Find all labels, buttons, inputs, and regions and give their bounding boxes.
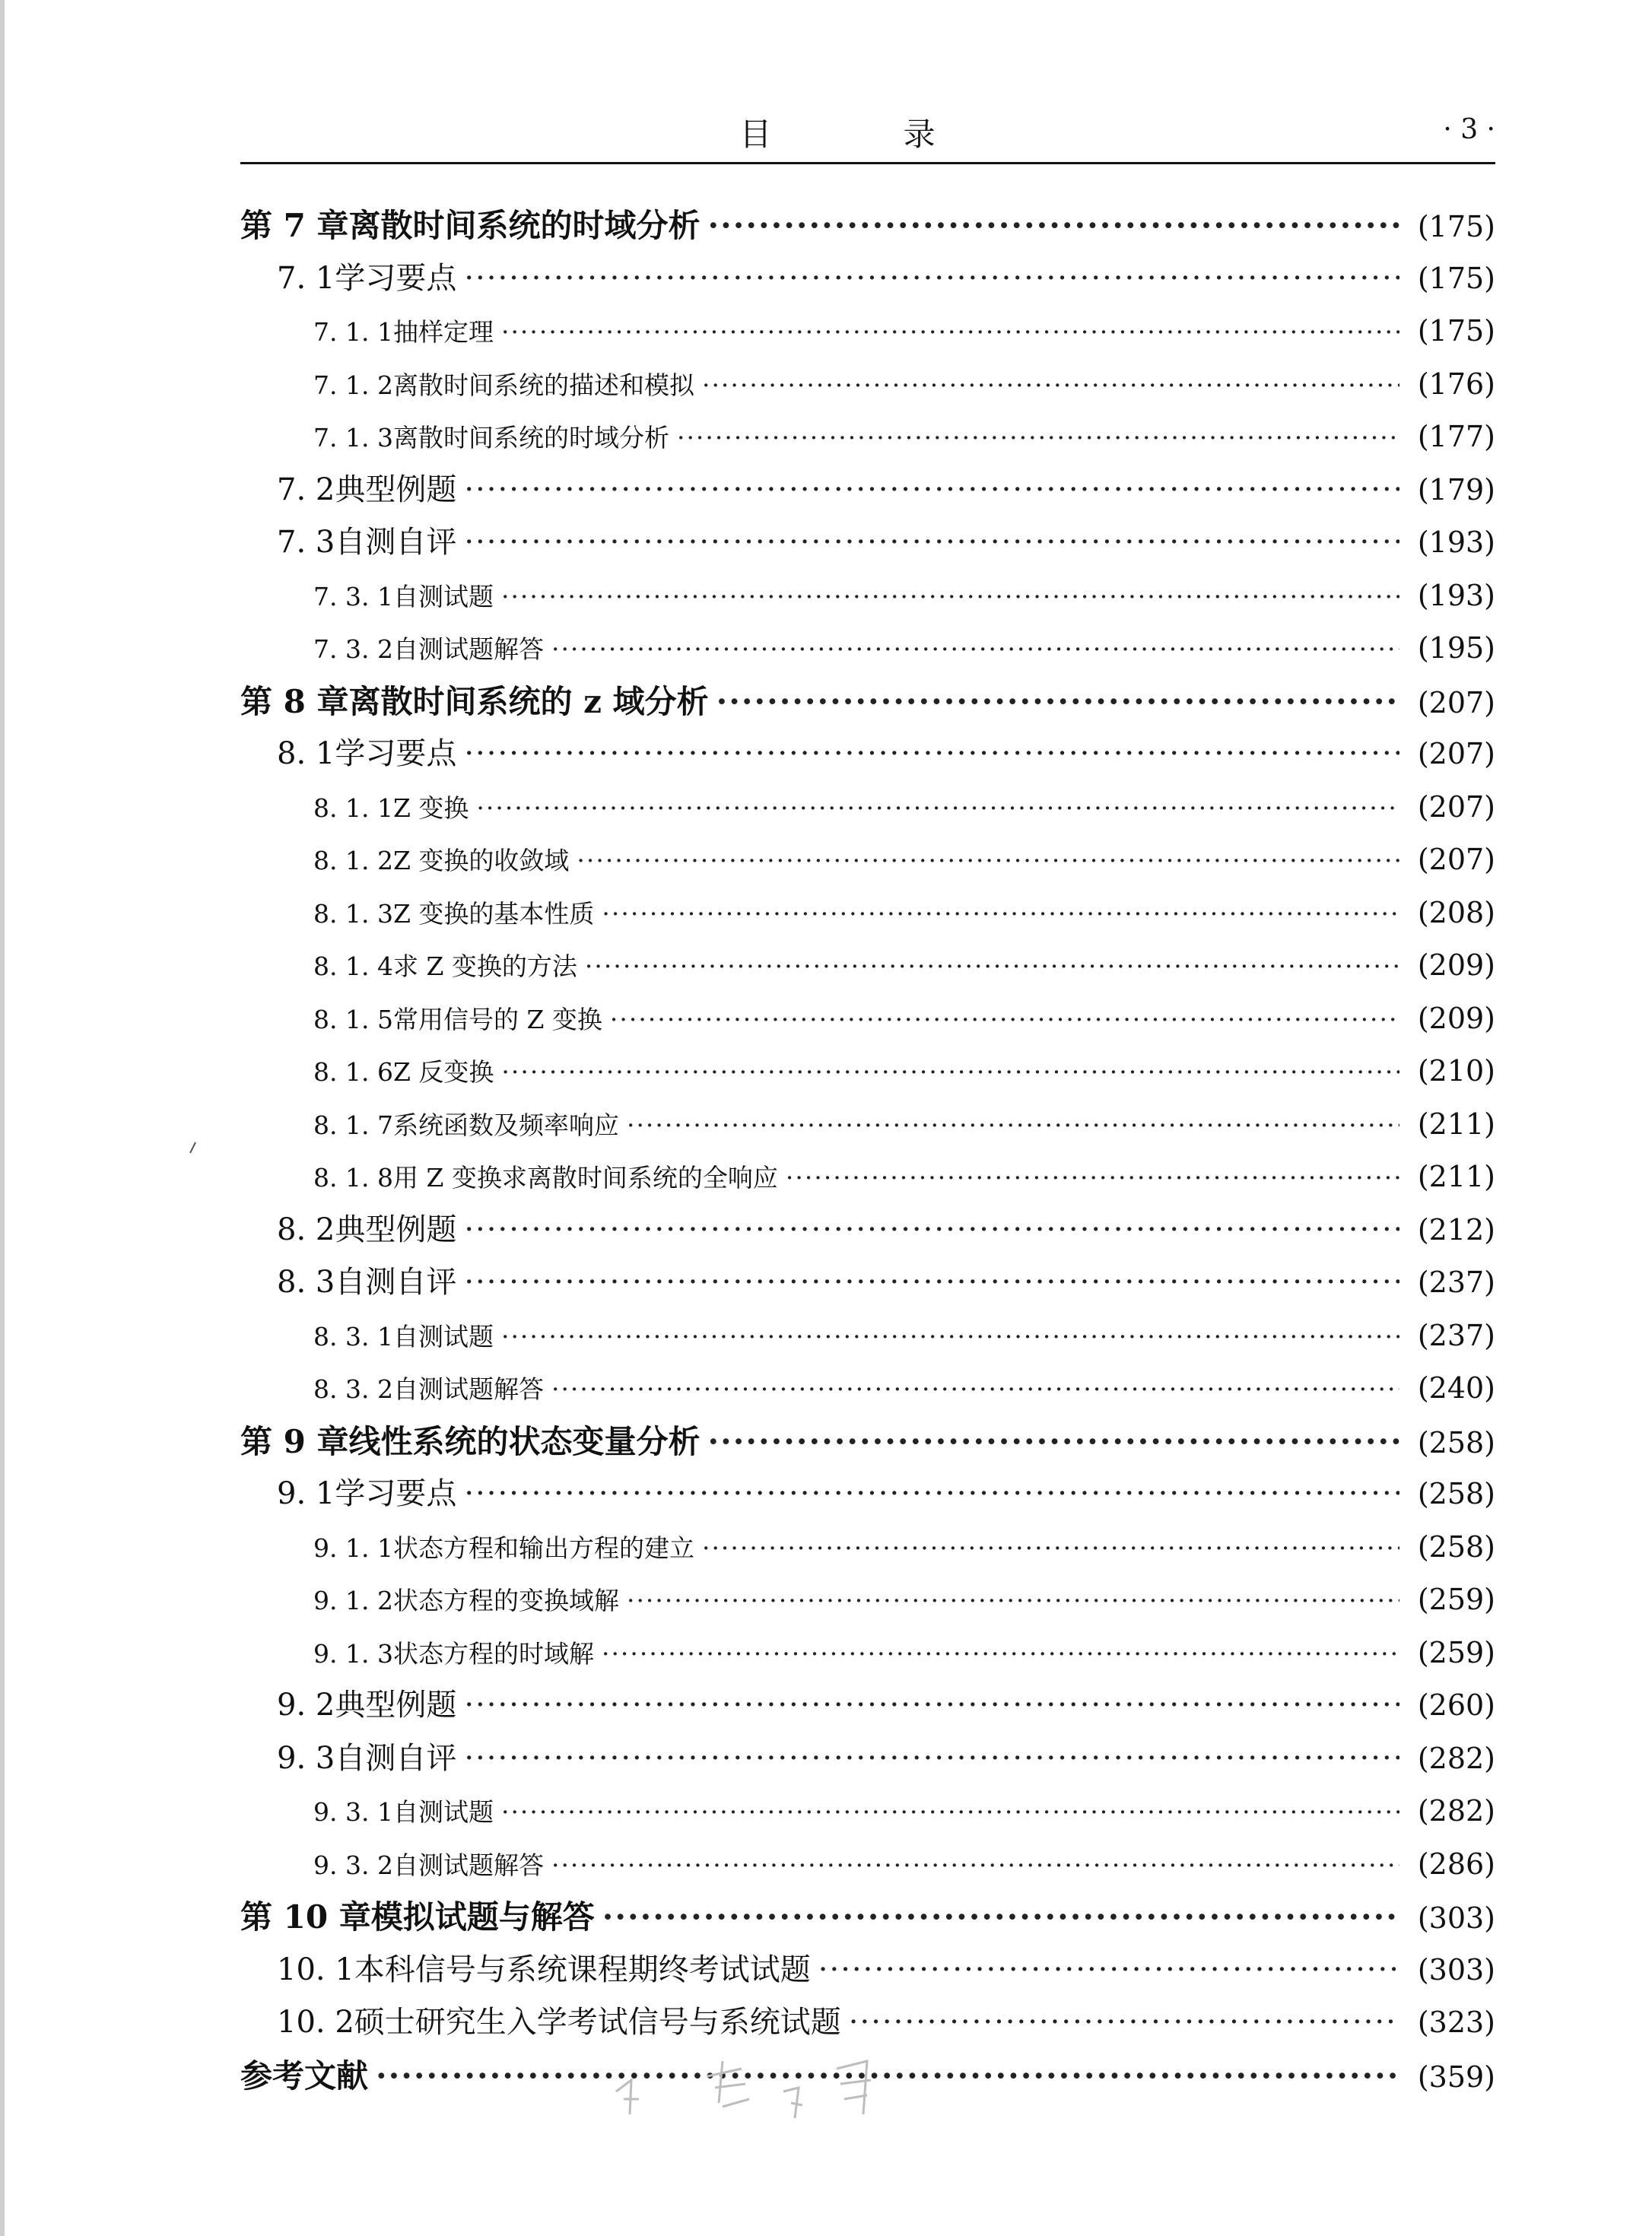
toc-entry bbox=[240, 993, 1495, 1046]
toc-entry bbox=[240, 1468, 1495, 1521]
toc-entry-page: (211) bbox=[1417, 1107, 1495, 1141]
toc-entry-title: 参考文献 bbox=[240, 2057, 369, 2095]
toc-entry-title: 自测试题解答 bbox=[392, 1850, 544, 1880]
toc-entry bbox=[240, 1310, 1495, 1363]
toc-entry bbox=[240, 622, 1495, 675]
toc-entry-number: 8. 1 bbox=[277, 736, 335, 771]
toc-entry-title: 自测试题解答 bbox=[392, 634, 544, 664]
dot-leader bbox=[551, 1839, 1399, 1892]
toc-entry bbox=[240, 781, 1495, 834]
toc-entry bbox=[240, 411, 1495, 464]
toc-entry-page: (210) bbox=[1417, 1054, 1495, 1088]
toc-entry-title: 典型例题 bbox=[335, 1688, 457, 1723]
dot-leader bbox=[677, 411, 1399, 465]
table-of-contents bbox=[240, 199, 1495, 2102]
dot-leader bbox=[786, 1151, 1399, 1205]
dot-leader bbox=[464, 1733, 1399, 1786]
toc-entry-title: 自测自评 bbox=[335, 1740, 457, 1776]
dot-leader bbox=[602, 1628, 1399, 1681]
header-title: 目 录 bbox=[739, 116, 996, 153]
toc-entry bbox=[240, 1574, 1495, 1627]
toc-entry-page: (209) bbox=[1417, 1001, 1495, 1035]
toc-entry-title: 自测自评 bbox=[335, 525, 457, 560]
toc-entry-page: (282) bbox=[1417, 1741, 1495, 1775]
toc-entry-number: 7. 3 bbox=[277, 525, 335, 560]
toc-entry-number: 8. 1. 4 bbox=[313, 951, 393, 981]
toc-entry-title: 自测试题 bbox=[392, 1321, 494, 1351]
toc-entry bbox=[240, 464, 1495, 517]
toc-entry-page: (207) bbox=[1417, 685, 1495, 719]
toc-entry-number: 7. 2 bbox=[277, 472, 335, 507]
dot-leader bbox=[627, 1574, 1399, 1628]
toc-entry-page: (258) bbox=[1417, 1477, 1495, 1510]
toc-entry-page: (260) bbox=[1417, 1688, 1495, 1722]
toc-entry-title: 自测自评 bbox=[335, 1265, 457, 1300]
toc-entry-title: 硕士研究生入学考试信号与系统试题 bbox=[354, 2005, 841, 2040]
dot-leader bbox=[610, 993, 1399, 1047]
dot-leader bbox=[818, 1944, 1399, 1997]
toc-entry-title: Z 变换的基本性质 bbox=[392, 898, 595, 929]
toc-entry-page: (282) bbox=[1417, 1794, 1495, 1828]
scan-left-edge bbox=[0, 0, 5, 2236]
toc-entry-title: 学习要点 bbox=[335, 1476, 457, 1511]
toc-entry-number: 7. 3. 1 bbox=[313, 581, 393, 611]
toc-entry-title: Z 变换的收敛域 bbox=[392, 846, 570, 875]
toc-entry-title: Z 变换 bbox=[392, 792, 469, 823]
dot-leader bbox=[551, 1363, 1399, 1416]
toc-entry-title: 学习要点 bbox=[335, 260, 457, 296]
dot-leader bbox=[464, 1204, 1399, 1257]
toc-entry-number: 8. 1. 5 bbox=[313, 1004, 393, 1034]
toc-entry-number: 9. 3 bbox=[277, 1740, 335, 1776]
toc-entry-number: 8. 1. 6 bbox=[313, 1057, 393, 1087]
toc-entry bbox=[240, 516, 1495, 570]
toc-entry-number: 7. 1. 2 bbox=[313, 370, 393, 400]
toc-entry bbox=[240, 1785, 1495, 1838]
dot-leader bbox=[464, 516, 1399, 570]
toc-entry bbox=[240, 1891, 1495, 1944]
toc-entry-page: (175) bbox=[1417, 210, 1495, 243]
toc-entry-number: 10. 1 bbox=[277, 1952, 354, 1987]
toc-entry-page: (286) bbox=[1417, 1847, 1495, 1881]
toc-entry-number: 9. 1 bbox=[277, 1476, 335, 1511]
toc-entry bbox=[240, 1045, 1495, 1098]
toc-entry bbox=[240, 1627, 1495, 1680]
toc-entry-number: 7. 1 bbox=[277, 260, 335, 296]
toc-entry-page: (259) bbox=[1417, 1635, 1495, 1669]
toc-entry-number: 8. 1. 3 bbox=[313, 898, 393, 929]
toc-entry-number: 8. 1. 7 bbox=[313, 1110, 393, 1140]
toc-entry-number: 10. 2 bbox=[277, 2005, 354, 2040]
toc-entry-page: (240) bbox=[1417, 1371, 1495, 1405]
dot-leader bbox=[501, 570, 1399, 624]
toc-entry-title: 自测试题 bbox=[392, 1797, 494, 1827]
toc-entry bbox=[240, 1256, 1495, 1310]
toc-entry bbox=[240, 939, 1495, 993]
dot-leader bbox=[464, 728, 1399, 781]
toc-entry bbox=[240, 1944, 1495, 1997]
toc-entry-number: 9. 1. 1 bbox=[313, 1532, 393, 1563]
toc-entry-title: 求 Z 变换的方法 bbox=[392, 951, 577, 981]
toc-entry-page: (237) bbox=[1417, 1266, 1495, 1299]
toc-entry-page: (237) bbox=[1417, 1318, 1495, 1352]
dot-leader bbox=[501, 1786, 1399, 1839]
toc-entry-page: (207) bbox=[1417, 789, 1495, 824]
dot-leader bbox=[551, 623, 1399, 676]
toc-entry-number: 7. 1. 1 bbox=[313, 317, 393, 347]
toc-entry-title: 线性系统的状态变量分析 bbox=[348, 1422, 701, 1460]
toc-entry-title: 学习要点 bbox=[335, 736, 457, 771]
toc-entry bbox=[240, 253, 1495, 306]
dot-leader bbox=[707, 199, 1399, 253]
toc-entry bbox=[240, 1521, 1495, 1574]
toc-entry-page: (359) bbox=[1417, 2060, 1495, 2094]
dot-leader bbox=[602, 1891, 1399, 1944]
header-rule bbox=[240, 162, 1495, 164]
dot-leader bbox=[501, 306, 1399, 359]
dot-leader bbox=[464, 1256, 1399, 1310]
dot-leader bbox=[707, 1415, 1399, 1469]
toc-entry-number: 8. 1. 1 bbox=[313, 792, 393, 823]
header-page-number: · 3 · bbox=[1443, 114, 1495, 145]
toc-entry-title: 用 Z 变换求离散时间系统的全响应 bbox=[392, 1163, 778, 1193]
dot-leader bbox=[464, 1468, 1399, 1521]
toc-entry-page: (193) bbox=[1417, 578, 1495, 612]
toc-entry-title: 典型例题 bbox=[335, 472, 457, 507]
toc-entry-title: 本科信号与系统课程期终考试试题 bbox=[354, 1952, 811, 1987]
toc-entry-number: 8. 3 bbox=[277, 1265, 335, 1300]
toc-entry-number: 7. 1. 3 bbox=[313, 423, 393, 453]
margin-mark bbox=[187, 1141, 198, 1156]
toc-entry-number: 9. 1. 2 bbox=[313, 1586, 393, 1615]
toc-entry-number: 9. 1. 3 bbox=[313, 1638, 393, 1669]
toc-entry bbox=[240, 887, 1495, 940]
toc-entry-page: (258) bbox=[1417, 1529, 1495, 1564]
toc-entry-page: (176) bbox=[1417, 367, 1495, 401]
toc-entry-title: 抽样定理 bbox=[392, 317, 494, 347]
toc-entry-title: 离散时间系统的时域分析 bbox=[348, 207, 701, 244]
toc-entry-page: (258) bbox=[1417, 1425, 1495, 1459]
dot-leader bbox=[476, 782, 1399, 835]
toc-entry bbox=[240, 675, 1495, 729]
dot-leader bbox=[702, 359, 1399, 412]
dot-leader bbox=[585, 940, 1399, 993]
toc-entry-page: (209) bbox=[1417, 948, 1495, 982]
toc-entry bbox=[240, 1733, 1495, 1786]
toc-entry bbox=[240, 1362, 1495, 1415]
toc-entry-page: (212) bbox=[1417, 1212, 1495, 1247]
toc-entry-page: (259) bbox=[1417, 1583, 1495, 1616]
toc-entry-page: (207) bbox=[1417, 737, 1495, 770]
toc-entry bbox=[240, 728, 1495, 781]
toc-entry-title: 模拟试题与解答 bbox=[370, 1898, 595, 1936]
toc-entry-page: (303) bbox=[1417, 1952, 1495, 1987]
toc-entry-page: (323) bbox=[1417, 2006, 1495, 2039]
toc-entry-number: 8. 1. 2 bbox=[313, 846, 393, 875]
toc-entry bbox=[240, 1996, 1495, 2050]
toc-entry-number: 9. 2 bbox=[277, 1688, 335, 1723]
toc-entry-page: (193) bbox=[1417, 526, 1495, 559]
toc-entry bbox=[240, 1415, 1495, 1469]
toc-entry-title: 离散时间系统的 z 域分析 bbox=[348, 682, 709, 720]
toc-entry-page: (179) bbox=[1417, 472, 1495, 507]
toc-entry-title: 状态方程的时域解 bbox=[392, 1638, 594, 1669]
toc-entry-title: 典型例题 bbox=[335, 1212, 457, 1247]
toc-entry-page: (177) bbox=[1417, 420, 1495, 453]
dot-leader bbox=[627, 1099, 1399, 1152]
toc-entry-page: (208) bbox=[1417, 895, 1495, 929]
dot-leader bbox=[577, 834, 1399, 888]
toc-entry bbox=[240, 1679, 1495, 1733]
dot-leader bbox=[501, 1046, 1399, 1099]
toc-entry-page: (211) bbox=[1417, 1160, 1495, 1193]
toc-entry-number: 8. 1. 8 bbox=[313, 1163, 393, 1193]
toc-entry-page: (195) bbox=[1417, 631, 1495, 665]
toc-entry-number: 第 8 章 bbox=[240, 682, 349, 720]
dot-leader bbox=[716, 675, 1399, 729]
toc-entry-title: 系统函数及频率响应 bbox=[392, 1110, 619, 1140]
toc-entry-title: 自测试题 bbox=[392, 581, 494, 611]
toc-entry-title: Z 反变换 bbox=[392, 1057, 494, 1087]
toc-entry bbox=[240, 1838, 1495, 1891]
dot-leader bbox=[501, 1310, 1399, 1364]
toc-entry bbox=[240, 358, 1495, 411]
toc-entry bbox=[240, 305, 1495, 358]
page-header bbox=[240, 106, 1495, 152]
toc-entry-page: (175) bbox=[1417, 261, 1495, 295]
dot-leader bbox=[702, 1522, 1399, 1575]
toc-entry bbox=[240, 570, 1495, 623]
toc-entry-number: 9. 3. 2 bbox=[313, 1850, 393, 1880]
toc-entry-number: 8. 3. 2 bbox=[313, 1374, 393, 1404]
toc-entry-number: 第 10 章 bbox=[240, 1898, 371, 1936]
toc-entry-number: 第 9 章 bbox=[240, 1422, 349, 1460]
toc-entry bbox=[240, 834, 1495, 887]
toc-entry-number: 第 7 章 bbox=[240, 207, 349, 244]
dot-leader bbox=[464, 253, 1399, 306]
toc-entry-title: 离散时间系统的时域分析 bbox=[392, 423, 669, 453]
dot-leader bbox=[849, 1996, 1399, 2050]
toc-entry bbox=[240, 1204, 1495, 1257]
toc-entry-number: 8. 2 bbox=[277, 1212, 335, 1247]
faint-stamp-icon bbox=[608, 2046, 897, 2137]
toc-entry bbox=[240, 1098, 1495, 1151]
toc-entry bbox=[240, 199, 1495, 253]
toc-entry-title: 状态方程和输出方程的建立 bbox=[392, 1532, 694, 1563]
toc-entry-title: 常用信号的 Z 变换 bbox=[392, 1004, 602, 1034]
toc-entry-page: (175) bbox=[1417, 314, 1495, 348]
toc-entry-page: (207) bbox=[1417, 843, 1495, 876]
toc-entry-number: 7. 3. 2 bbox=[313, 634, 393, 664]
toc-entry-page: (303) bbox=[1417, 1901, 1495, 1935]
toc-entry-title: 离散时间系统的描述和模拟 bbox=[392, 370, 694, 400]
dot-leader bbox=[464, 1679, 1399, 1733]
dot-leader bbox=[602, 888, 1399, 941]
toc-entry bbox=[240, 1151, 1495, 1204]
dot-leader bbox=[464, 464, 1399, 517]
toc-entry-title: 自测试题解答 bbox=[392, 1374, 544, 1404]
toc-entry-number: 8. 3. 1 bbox=[313, 1321, 393, 1351]
toc-entry-number: 9. 3. 1 bbox=[313, 1797, 393, 1827]
toc-entry-title: 状态方程的变换域解 bbox=[392, 1586, 619, 1615]
